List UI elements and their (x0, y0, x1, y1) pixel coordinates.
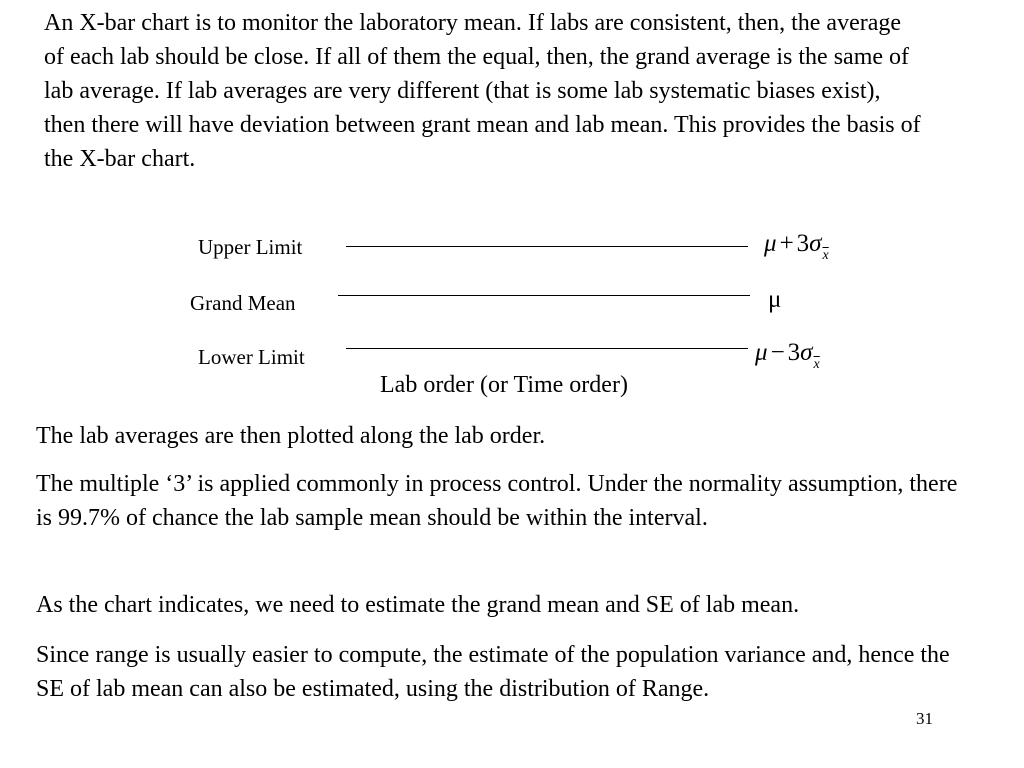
grand-mean-formula: μ (768, 286, 782, 313)
body-paragraph: As the chart indicates, we need to estimate the grand mean and SE of lab mean. (36, 592, 800, 618)
lower-limit-label: Lower Limit (198, 345, 305, 369)
grand-mean-line (338, 295, 750, 296)
upper-limit-line (346, 246, 748, 247)
body-paragraph: The lab averages are then plotted along the lab order. (36, 423, 546, 449)
body-paragraph: Since range is usually easier to compute, the estimate of the population variance and, hence the SE of lab mean can also be estimated, using the distribution of Range. (36, 642, 950, 702)
lower-limit-formula: $\mu - 3\sigma_{\overline{x}}$ (755, 339, 820, 372)
lower-limit-line (346, 348, 748, 349)
page-number: 31 (916, 709, 933, 728)
body-paragraph: The multiple ‘3’ is applied commonly in process control. Under the normality assumption, there is 99.7% of chance the lab sample mean should be within the interval. (36, 471, 958, 531)
upper-limit-label: Upper Limit (198, 235, 303, 259)
upper-limit-formula: $\mu + 3\sigma_{\overline{x}}$ (764, 230, 829, 263)
axis-caption: Lab order (or Time order) (380, 372, 628, 398)
grand-mean-label: Grand Mean (190, 291, 296, 315)
intro-paragraph: An X-bar chart is to monitor the laboratory mean. If labs are consistent, then, the average of each lab should be close. If all of them the equal, then, the grand average is the same of lab average. If lab averages are very different (that is some lab systematic biases exist), then there will have deviation between grant mean and lab mean. This provides the basis of the X-bar chart. (44, 10, 921, 172)
